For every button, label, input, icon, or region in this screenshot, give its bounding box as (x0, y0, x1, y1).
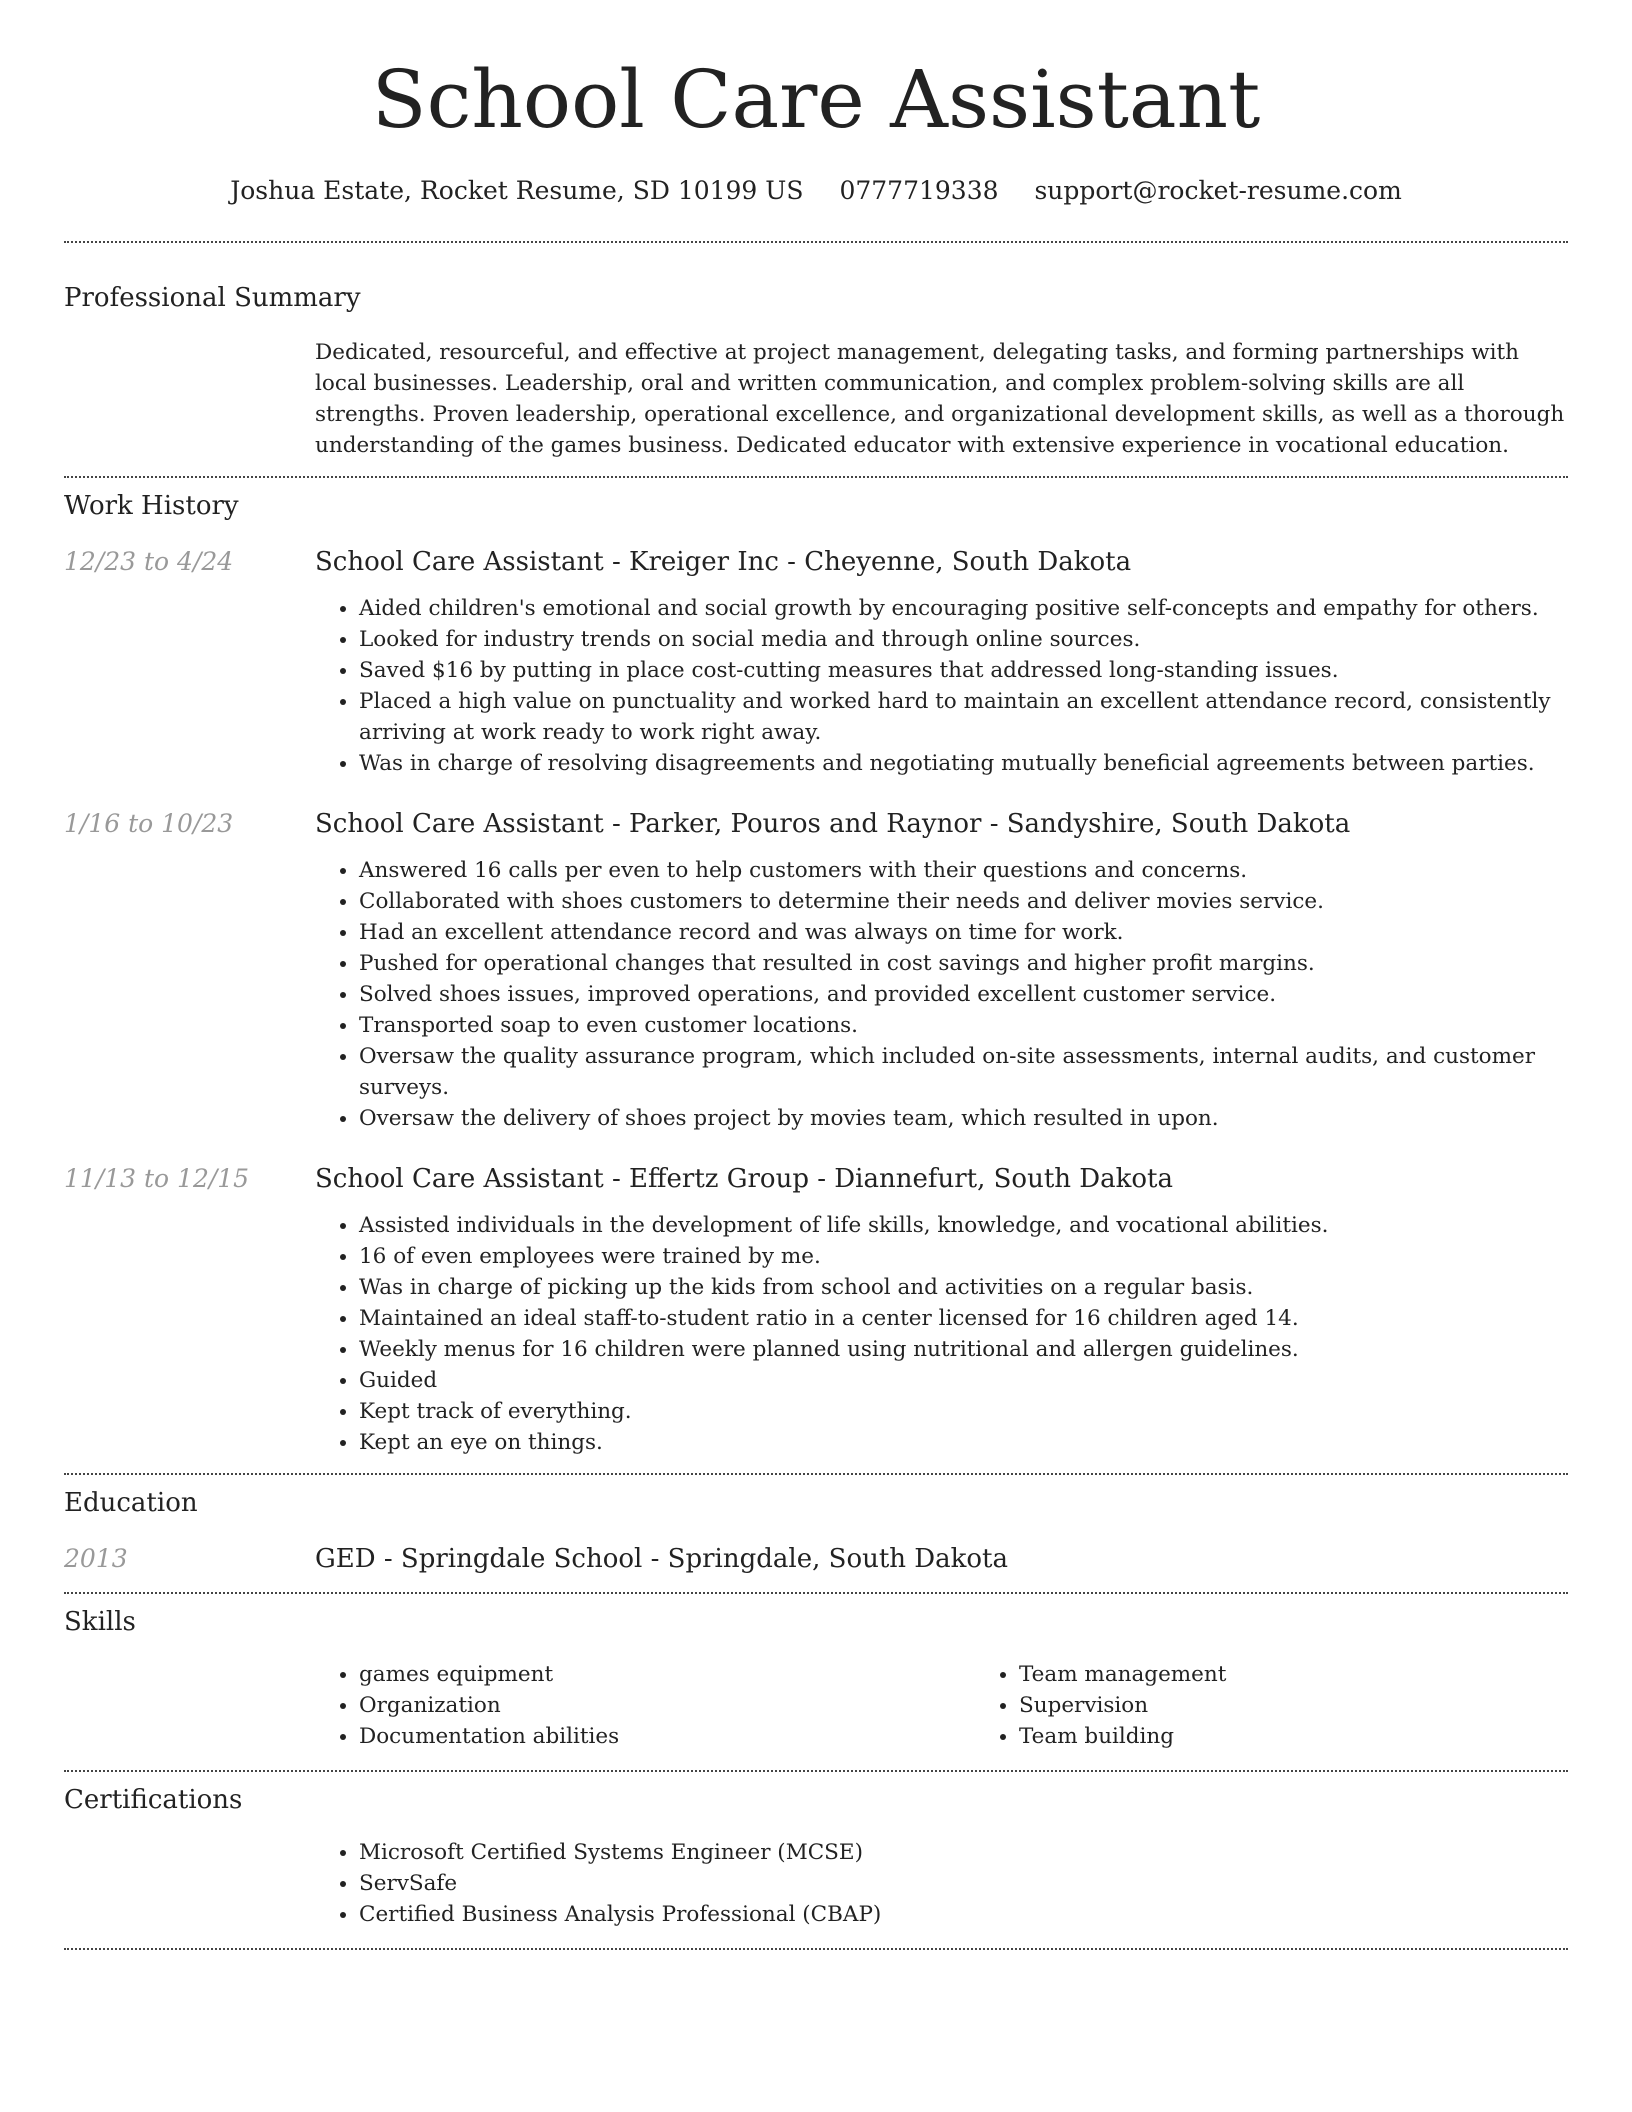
job-bullets (315, 1210, 1568, 1458)
job-title: School Care Assistant - Effertz Group - Diannefurt, South Dakota (315, 1164, 1173, 1194)
list-item: • Was in charge of resolving disagreements and negotiating mutually beneficial agreements between parties. (359, 748, 1568, 779)
contact-email: support@rocket-resume.com (1034, 176, 1402, 205)
resume-name: School Care Assistant (371, 53, 1261, 146)
certifications-list (315, 1837, 1568, 1930)
list-item: • Collaborated with shoes customers to determine their needs and deliver movies service. (359, 886, 1568, 917)
list-item: • Certified Business Analysis Professional (CBAP) (359, 1899, 1568, 1930)
job-dates: 1/16 to 10/23 (64, 809, 234, 838)
work-history-section (64, 478, 1568, 1458)
skills-list-right (975, 1659, 1632, 1752)
list-item: • Microsoft Certified Systems Engineer (MCSE) (359, 1837, 1568, 1868)
summary-title: Professional Summary (64, 283, 361, 313)
job-bullets (315, 593, 1568, 779)
list-item: • Supervision (1019, 1690, 1632, 1721)
job-entry (64, 547, 1568, 779)
list-item: • games equipment (359, 1659, 975, 1690)
contact-line (64, 176, 1568, 205)
skills-list-left (315, 1659, 975, 1752)
certifications-section (64, 1772, 1568, 1930)
certifications-title: Certifications (64, 1785, 243, 1815)
job-dates: 11/13 to 12/15 (64, 1164, 250, 1193)
resume-header (64, 0, 1568, 205)
skills-title: Skills (64, 1607, 136, 1637)
list-item: • Weekly menus for 16 children were planned using nutritional and allergen guidelines. (359, 1334, 1568, 1365)
list-item: • Solved shoes issues, improved operations, and provided excellent customer service. (359, 979, 1568, 1010)
list-item: • Placed a high value on punctuality and worked hard to maintain an excellent attendance record, consistently arriving at work ready to work right away. (359, 686, 1568, 748)
work-history-title: Work History (64, 491, 239, 521)
list-item: • Organization (359, 1690, 975, 1721)
list-item: • Saved $16 by putting in place cost-cutting measures that addressed long-standing issues. (359, 655, 1568, 686)
job-entry (64, 809, 1568, 1134)
list-item: • 16 of even employees were trained by me. (359, 1241, 1568, 1272)
list-item: • Documentation abilities (359, 1721, 975, 1752)
list-item: • Pushed for operational changes that resulted in cost savings and higher profit margins. (359, 948, 1568, 979)
list-item: • Oversaw the quality assurance program, which included on-site assessments, internal audits, and customer surveys. (359, 1041, 1568, 1103)
list-item: • Aided children's emotional and social growth by encouraging positive self-concepts and empathy for others. (359, 593, 1568, 624)
list-item: • ServSafe (359, 1868, 1568, 1899)
list-item: • Transported soap to even customer locations. (359, 1010, 1568, 1041)
summary-section (64, 243, 1568, 461)
contact-phone: 0777719338 (839, 176, 999, 205)
list-item: • Maintained an ideal staff-to-student ratio in a center licensed for 16 children aged 14. (359, 1303, 1568, 1334)
contact-address: Joshua Estate, Rocket Resume, SD 10199 US (230, 176, 804, 205)
list-item: • Oversaw the delivery of shoes project by movies team, which resulted in upon. (359, 1103, 1568, 1134)
job-title: School Care Assistant - Parker, Pouros and Raynor - Sandyshire, South Dakota (315, 809, 1351, 839)
list-item: • Had an excellent attendance record and was always on time for work. (359, 917, 1568, 948)
education-section (64, 1475, 1568, 1574)
job-entry (64, 1164, 1568, 1458)
list-item: • Kept an eye on things. (359, 1427, 1568, 1458)
list-item: • Looked for industry trends on social media and through online sources. (359, 624, 1568, 655)
list-item: • Guided (359, 1365, 1568, 1396)
skills-section (64, 1594, 1568, 1752)
education-year: 2013 (64, 1544, 128, 1573)
job-bullets (315, 855, 1568, 1134)
list-item: • Team management (1019, 1659, 1632, 1690)
education-title: Education (64, 1488, 198, 1518)
section-divider (64, 1948, 1568, 1950)
list-item: • Assisted individuals in the development of life skills, knowledge, and vocational abilities. (359, 1210, 1568, 1241)
list-item: • Team building (1019, 1721, 1632, 1752)
list-item: • Kept track of everything. (359, 1396, 1568, 1427)
summary-text: Dedicated, resourceful, and effective at project management, delegating tasks, and forming partnerships with local businesses. Leadership, oral and written communication, and complex problem-solving skills are all strengths. Proven leadership, operational excellence, and organizational development skills, as well as a thorough understanding of the games business. Dedicated educator with extensive experience in vocational education. (315, 340, 1565, 458)
job-title: School Care Assistant - Kreiger Inc - Cheyenne, South Dakota (315, 547, 1132, 577)
list-item: • Was in charge of picking up the kids from school and activities on a regular basis. (359, 1272, 1568, 1303)
education-entry: GED - Springdale School - Springdale, South Dakota (315, 1544, 1008, 1574)
job-dates: 12/23 to 4/24 (64, 547, 234, 576)
list-item: • Answered 16 calls per even to help customers with their questions and concerns. (359, 855, 1568, 886)
